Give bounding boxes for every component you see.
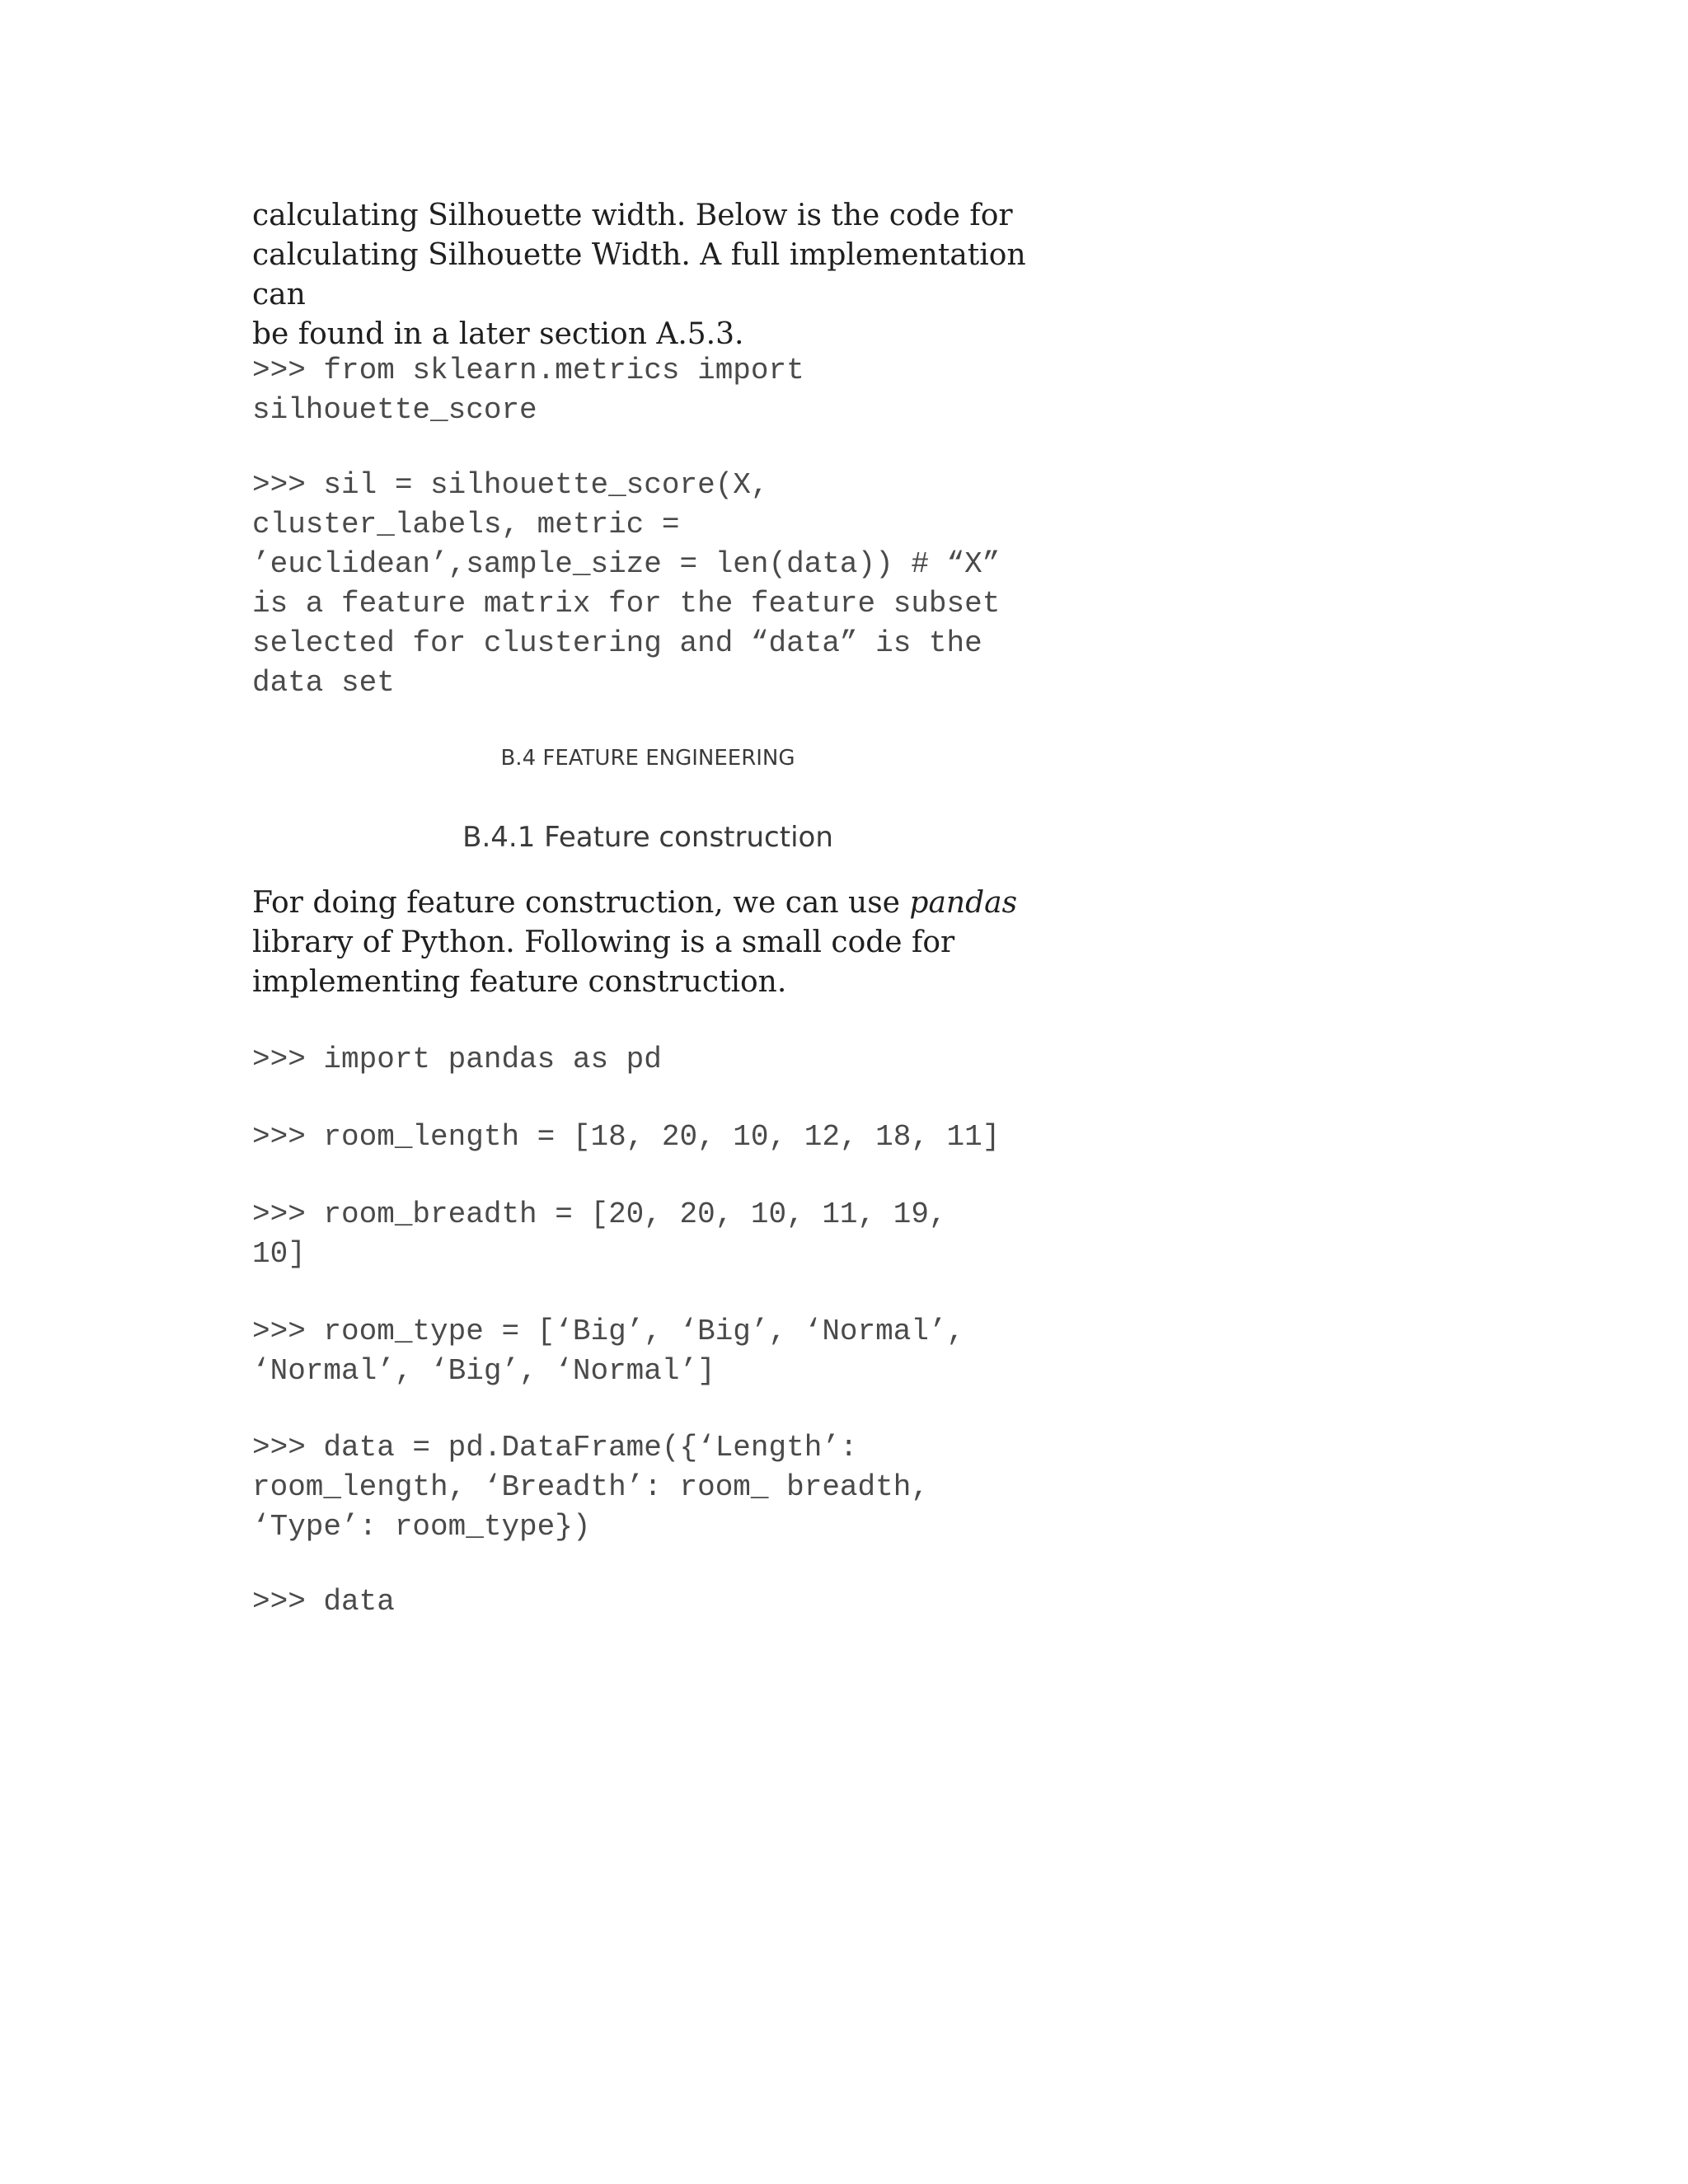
- subsection-heading: B.4.1 Feature construction: [462, 821, 833, 854]
- paragraph-feature-construction: [252, 883, 1043, 1002]
- code-import-pandas: >>> import pandas as pd: [252, 1043, 662, 1076]
- pandas-emphasis: pandas: [909, 886, 1018, 920]
- paragraph-text-before: For doing feature construction, we can use: [252, 886, 910, 920]
- paragraph-silhouette-intro: calculating Silhouette width. Below is the code for calculating Silhouette Width. A full implementation can be found in a later section A.5.3.: [252, 199, 1026, 351]
- code-import-silhouette: >>> from sklearn.metrics import silhouette_score: [252, 354, 804, 427]
- code-room-breadth: >>> room_breadth = [20, 20, 10, 11, 19, 10]: [252, 1197, 947, 1271]
- code-room-length: >>> room_length = [18, 20, 10, 12, 18, 11]: [252, 1120, 1001, 1154]
- code-dataframe: >>> data = pd.DataFrame({‘Length’: room_length, ‘Breadth’: room_ breadth, ‘Type’: room_type}): [252, 1431, 929, 1544]
- code-data: >>> data: [252, 1585, 395, 1619]
- section-heading: B.4 FEATURE ENGINEERING: [500, 746, 795, 771]
- code-room-type: >>> room_type = [‘Big’, ‘Big’, ‘Normal’, ‘Normal’, ‘Big’, ‘Normal’]: [252, 1315, 965, 1388]
- paragraph-text-after: library of Python. Following is a small code for implementing feature construction.: [252, 926, 955, 999]
- code-silhouette-score: >>> sil = silhouette_score(X, cluster_labels, metric = ’euclidean’,sample_size = len(data)) # “X” is a feature matrix for the feature subset selected for clustering and “data” is the data set: [252, 468, 1001, 700]
